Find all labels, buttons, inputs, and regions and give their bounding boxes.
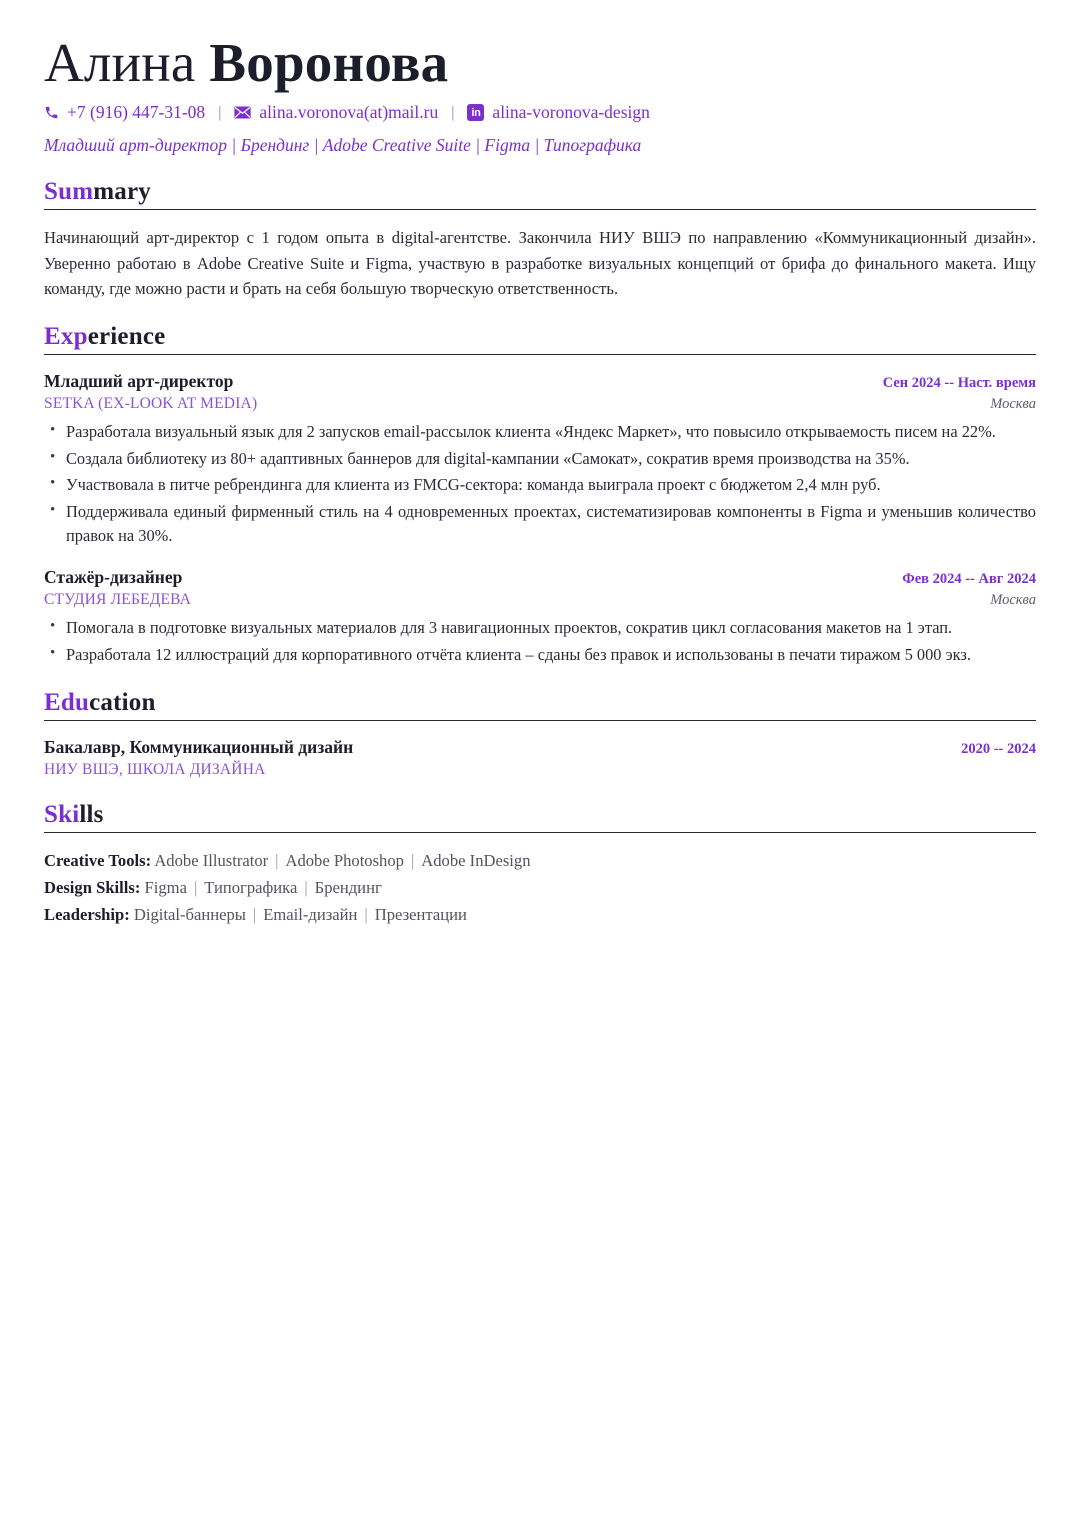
section-title-summary bbox=[44, 178, 1036, 206]
skill-item: Типографика bbox=[204, 878, 298, 898]
skill-separator: | bbox=[364, 904, 368, 924]
contact-email[interactable] bbox=[234, 102, 438, 123]
experience-entry bbox=[44, 371, 1036, 549]
summary-paragraph: Начинающий арт-директор с 1 годом опыта в digital-агентстве. Закончила НИУ ВШЭ по направлению «Коммуникационный дизайн». Уверенно работаю в Adobe Creative Suite и Figma, участвую в разработке визуальных концепций от брифа до финального макета. Ищу команду, где можно расти и брать на себя большую творческую ответственность. bbox=[44, 228, 1036, 298]
skill-item: Adobe Photoshop bbox=[285, 851, 404, 871]
job-bullet: • Разработала 12 иллюстраций для корпоративного отчёта клиента – сданы без правок и использованы в печати тиражом 5 000 экз. bbox=[44, 643, 1036, 668]
skill-item: Презентации bbox=[374, 904, 467, 924]
education-entry bbox=[44, 737, 1036, 779]
skill-category-label: Leadership: bbox=[44, 904, 130, 924]
family-name: Воронова bbox=[209, 32, 449, 93]
contact-phone[interactable] bbox=[44, 102, 205, 123]
given-name: Алина bbox=[44, 32, 196, 93]
experience-entry-header bbox=[44, 567, 1036, 588]
skill-item: Adobe Illustrator bbox=[154, 851, 269, 871]
skill-items bbox=[145, 878, 382, 897]
skill-item: Брендинг bbox=[314, 878, 382, 898]
contact-separator-1: | bbox=[218, 103, 222, 121]
job-bullet: • Помогала в подготовке визуальных материалов для 3 навигационных проектов, сократив цикл согласования макетов на 1 этап. bbox=[44, 616, 1036, 641]
job-bullet: • Поддерживала единый фирменный стиль на 4 одновременных проектах, систематизировав компоненты в Figma и уменьшив количество правок на 30%. bbox=[44, 500, 1036, 549]
linkedin-text: alina-voronova-design bbox=[492, 102, 650, 123]
job-title: Младший арт-директор bbox=[44, 370, 234, 391]
section-summary bbox=[44, 178, 1036, 301]
company-name: СТУДИЯ ЛЕБЕДЕВА bbox=[44, 591, 192, 608]
resume-header bbox=[44, 34, 1036, 156]
section-title-accent: Ski bbox=[44, 801, 80, 829]
section-title-accent: Edu bbox=[44, 689, 90, 717]
skill-item: Adobe InDesign bbox=[421, 851, 531, 871]
email-text: alina.voronova(at)mail.ru bbox=[259, 102, 439, 123]
job-dates: Фев 2024 -- Авг 2024 bbox=[902, 571, 1036, 587]
skill-row bbox=[44, 875, 1036, 902]
education-dates: 2020 -- 2024 bbox=[961, 741, 1036, 758]
skills-list bbox=[44, 848, 1036, 929]
section-rule-education bbox=[44, 720, 1036, 721]
section-title-experience bbox=[44, 323, 1036, 351]
headline-tagline: Младший арт-директор | Брендинг | Adobe Creative Suite | Figma | Типографика bbox=[44, 135, 642, 156]
section-title-education bbox=[44, 689, 1036, 717]
skill-items bbox=[154, 851, 530, 870]
job-bullet: • Разработала визуальный язык для 2 запусков email-рассылок клиента «Яндекс Маркет», что повысило открываемость писем на 22%. bbox=[44, 420, 1036, 445]
job-dates: Сен 2024 -- Наст. время bbox=[882, 374, 1036, 391]
experience-entry-subheader bbox=[44, 395, 1036, 413]
job-bullet: • Участвовала в питче ребрендинга для клиента из FMCG-сектора: команда выиграла проект с бюджетом 2,4 млн руб. bbox=[44, 473, 1036, 498]
skill-separator: | bbox=[410, 851, 415, 871]
contact-separator-2: | bbox=[451, 103, 455, 121]
section-education bbox=[44, 689, 1036, 779]
section-title-rest: erience bbox=[87, 322, 166, 350]
job-bullet: • Создала библиотеку из 80+ адаптивных баннеров для digital-кампании «Самокат», сократив время производства на 35%. bbox=[44, 447, 1036, 472]
skill-items bbox=[134, 905, 467, 924]
section-title-rest: cation bbox=[89, 689, 156, 717]
skill-row bbox=[44, 902, 1036, 929]
skill-category-label: Design Skills: bbox=[44, 878, 141, 898]
skill-separator: | bbox=[304, 878, 308, 898]
education-entry-header bbox=[44, 737, 1036, 758]
job-location: Москва bbox=[990, 592, 1036, 608]
phone-icon bbox=[44, 105, 59, 120]
skill-item: Digital-баннеры bbox=[133, 904, 246, 924]
job-location: Москва bbox=[990, 395, 1036, 412]
job-title: Стажёр-дизайнер bbox=[44, 567, 183, 587]
contact-line bbox=[44, 102, 1036, 123]
contact-linkedin[interactable] bbox=[467, 102, 649, 123]
skill-separator: | bbox=[252, 904, 257, 924]
candidate-name bbox=[44, 34, 1036, 92]
section-title-accent: Sum bbox=[44, 178, 94, 206]
phone-text: +7 (916) 447-31-08 bbox=[67, 102, 206, 123]
section-title-rest: lls bbox=[79, 801, 104, 829]
section-rule-experience bbox=[44, 354, 1036, 355]
degree-title: Бакалавр, Коммуникационный дизайн bbox=[44, 737, 354, 758]
skill-row bbox=[44, 848, 1036, 875]
skill-item: Email-дизайн bbox=[263, 904, 358, 924]
experience-entry bbox=[44, 567, 1036, 667]
skill-item: Figma bbox=[144, 878, 187, 898]
section-rule-skills bbox=[44, 832, 1036, 833]
section-experience bbox=[44, 323, 1036, 667]
linkedin-icon: in bbox=[467, 104, 484, 121]
section-title-skills bbox=[44, 801, 1036, 829]
section-skills bbox=[44, 801, 1036, 929]
job-bullet-list bbox=[44, 616, 1036, 667]
experience-entry-header bbox=[44, 371, 1036, 392]
section-rule-summary bbox=[44, 209, 1036, 210]
skill-category-label: Creative Tools: bbox=[44, 851, 152, 871]
company-name: SETKA (EX-LOOK AT MEDIA) bbox=[44, 394, 258, 412]
email-icon bbox=[234, 106, 251, 119]
section-title-accent: Exp bbox=[44, 322, 88, 350]
education-entry-subheader bbox=[44, 761, 1036, 779]
section-title-rest: mary bbox=[93, 178, 151, 206]
skill-separator: | bbox=[275, 851, 279, 871]
skill-separator: | bbox=[193, 878, 198, 898]
experience-entry-subheader bbox=[44, 591, 1036, 609]
job-bullet-list bbox=[44, 420, 1036, 549]
school-name: НИУ ВШЭ, ШКОЛА ДИЗАЙНА bbox=[44, 761, 266, 779]
